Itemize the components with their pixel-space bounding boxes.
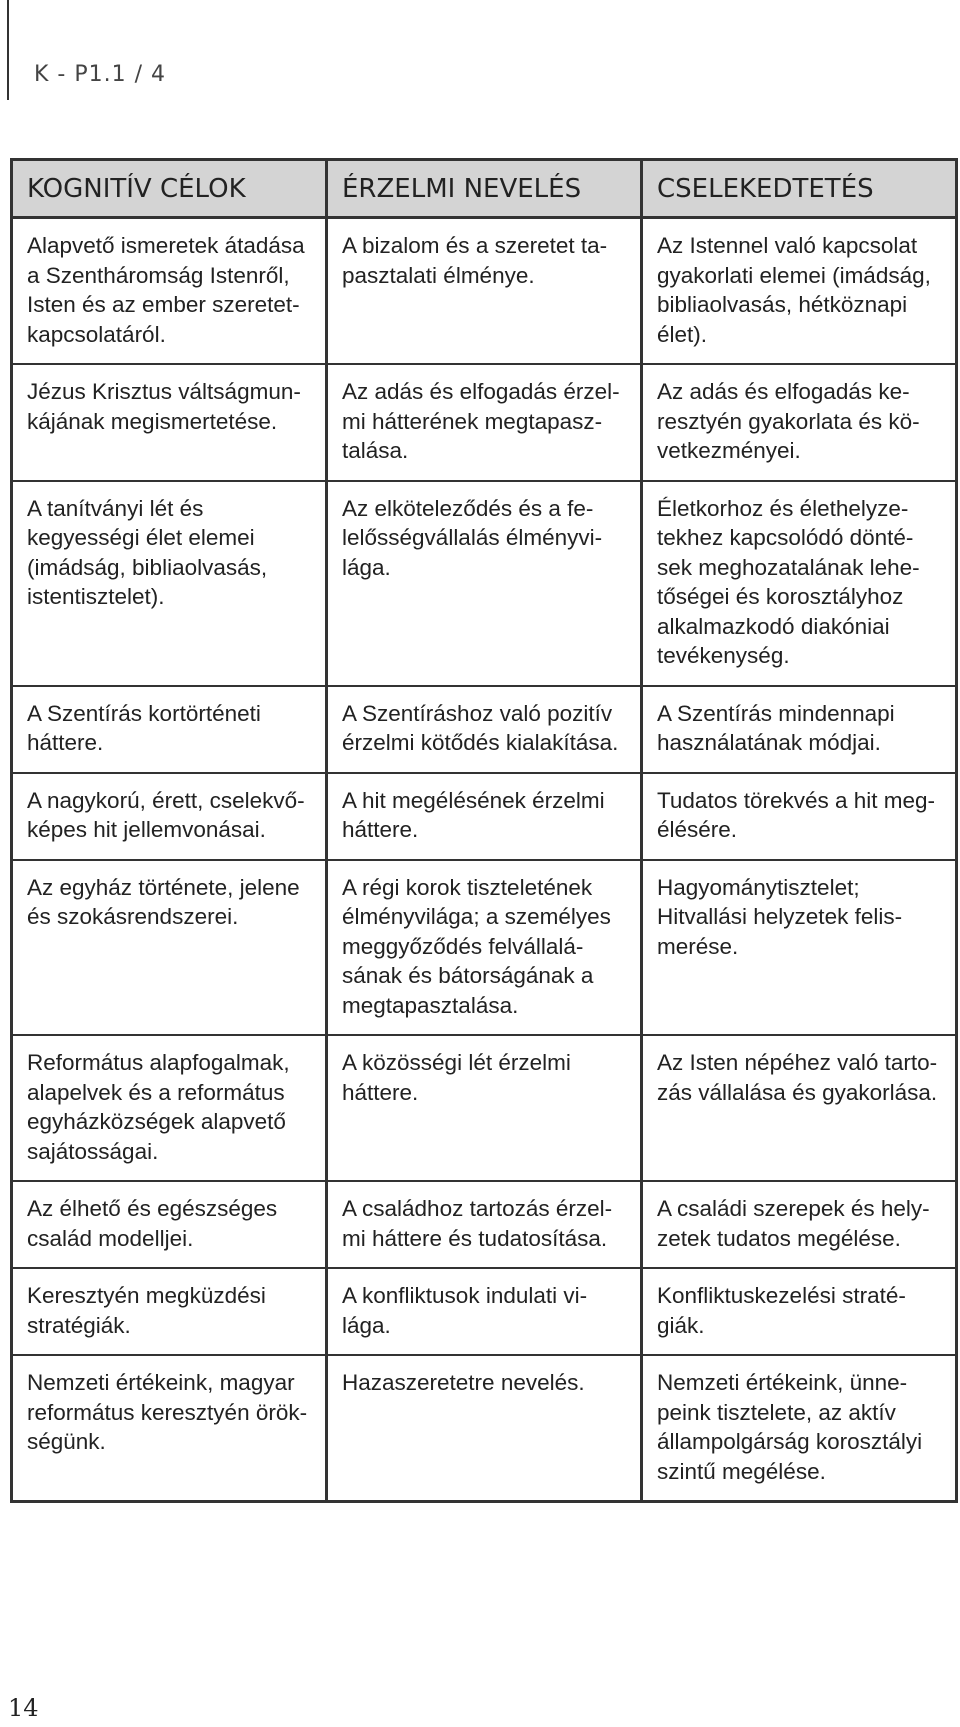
cell-text: Az Isten népéhez való tarto- zás vállalása és gyakorlása. [657, 1050, 938, 1105]
header-emotional-education: ÉRZELMI NEVELÉS [327, 160, 642, 218]
cell-text: A nagykorú, érett, cselekvő- képes hit jellemvonásai. [27, 787, 305, 842]
cell-text: A Szentírás mindennapi használatának módjai. [657, 700, 895, 755]
margin-rule [7, 0, 9, 100]
cell-emotional [327, 481, 642, 686]
cell-cognitive [12, 1181, 327, 1268]
cell-text: A bizalom és a szeretet ta- pasztalati élménye. [342, 233, 608, 288]
cell-cognitive [12, 773, 327, 860]
cell-text: A Szentírás kortörténeti háttere. [27, 700, 261, 755]
cell-activation [642, 773, 957, 860]
cell-emotional [327, 364, 642, 481]
cell-text: Az adás és elfogadás érzel- mi hátterének megtapasz- talása. [342, 379, 620, 463]
page-number: 14 [8, 1694, 39, 1722]
cell-cognitive [12, 481, 327, 686]
cell-text: Az Istennel való kapcsolat gyakorlati elemei (imádság, bibliaolvasás, hétköznapi élet). [657, 233, 931, 347]
cell-text: Nemzeti értékeink, magyar református keresztyén örök- ségünk. [27, 1370, 308, 1454]
table-row [12, 481, 957, 686]
table-row [12, 1181, 957, 1268]
cell-text: Jézus Krisztus váltságmun- kájának megismertetése. [27, 379, 301, 434]
cell-text: A konfliktusok indulati vi- lága. [342, 1283, 588, 1338]
header-cognitive-goals: KOGNITÍV CÉLOK [12, 160, 327, 218]
cell-activation [642, 860, 957, 1036]
cell-text: Hazaszeretetre nevelés. [342, 1370, 585, 1395]
table-row [12, 686, 957, 773]
cell-activation [642, 364, 957, 481]
cell-text: Konfliktuskezelési straté- giák. [657, 1283, 906, 1338]
cell-emotional [327, 1181, 642, 1268]
header-activation: CSELEKEDTETÉS [642, 160, 957, 218]
table-row [12, 1268, 957, 1355]
document-code: K - P1.1 / 4 [34, 62, 167, 87]
cell-cognitive [12, 1035, 327, 1181]
cell-text: A családi szerepek és hely- zetek tudatos megélése. [657, 1196, 930, 1251]
cell-activation [642, 686, 957, 773]
cell-emotional [327, 1355, 642, 1502]
cell-text: Református alapfogalmak, alapelvek és a református egyházközségek alapvető sajátosságai. [27, 1050, 290, 1164]
cell-text: A tanítványi lét és kegyességi élet elemei (imádság, bibliaolvasás, istentisztelet). [27, 495, 268, 609]
cell-emotional [327, 218, 642, 365]
cell-cognitive [12, 218, 327, 365]
table-row [12, 773, 957, 860]
cell-activation [642, 218, 957, 365]
cell-text: Életkorhoz és élethelyze- tekhez kapcsolódó dönté- sek meghozatalának lehe- tőségei és korosztályhoz alkalmazkodó diakóniai tevékenység. [657, 495, 920, 668]
table-row [12, 218, 957, 365]
cell-emotional [327, 1268, 642, 1355]
cell-text: Alapvető ismeretek átadása a Szentháromság Istenről, Isten és az ember szeretet- kapcsolatáról. [27, 233, 305, 347]
cell-text: A hit megélésének érzelmi háttere. [342, 787, 605, 842]
cell-text: Keresztyén megküzdési stratégiák. [27, 1283, 266, 1338]
cell-text: Nemzeti értékeink, ünne- peink tisztelete, az aktív állampolgárság korosztályi szintű megélése. [657, 1370, 923, 1484]
curriculum-table [10, 158, 958, 1503]
table-row [12, 1035, 957, 1181]
cell-text: Az elköteleződés és a fe- lelősségvállalás élményvi- lága. [342, 495, 603, 580]
cell-emotional [327, 686, 642, 773]
table-row [12, 860, 957, 1036]
cell-activation [642, 1181, 957, 1268]
cell-text: Tudatos törekvés a hit meg- élésére. [657, 787, 936, 842]
cell-emotional [327, 1035, 642, 1181]
cell-text: Az adás és elfogadás ke- resztyén gyakorlata és kö- vetkezményei. [657, 379, 920, 463]
table-row [12, 1355, 957, 1502]
cell-text: A régi korok tiszteletének élményvilága; a személyes meggyőződés felvállalá- sának és bátorságának a megtapasztalása. [342, 874, 611, 1018]
cell-activation [642, 481, 957, 686]
cell-text: A családhoz tartozás érzel- mi háttere és tudatosítása. [342, 1196, 613, 1251]
cell-emotional [327, 860, 642, 1036]
cell-emotional [327, 773, 642, 860]
cell-text: Az élhető és egészséges család modelljei. [27, 1196, 278, 1251]
cell-cognitive [12, 860, 327, 1036]
table-row [12, 364, 957, 481]
cell-text: Az egyház története, jelene és szokásrendszerei. [27, 874, 300, 929]
cell-activation [642, 1268, 957, 1355]
cell-cognitive [12, 1355, 327, 1502]
cell-text: A Szentíráshoz való pozitív érzelmi kötődés kialakítása. [342, 700, 619, 755]
table-header-row [12, 160, 957, 218]
cell-text: Hagyománytisztelet; Hitvallási helyzetek felis- merése. [657, 874, 903, 959]
cell-cognitive [12, 1268, 327, 1355]
cell-cognitive [12, 686, 327, 773]
cell-activation [642, 1355, 957, 1502]
cell-cognitive [12, 364, 327, 481]
cell-text: A közösségi lét érzelmi háttere. [342, 1050, 571, 1105]
cell-activation [642, 1035, 957, 1181]
